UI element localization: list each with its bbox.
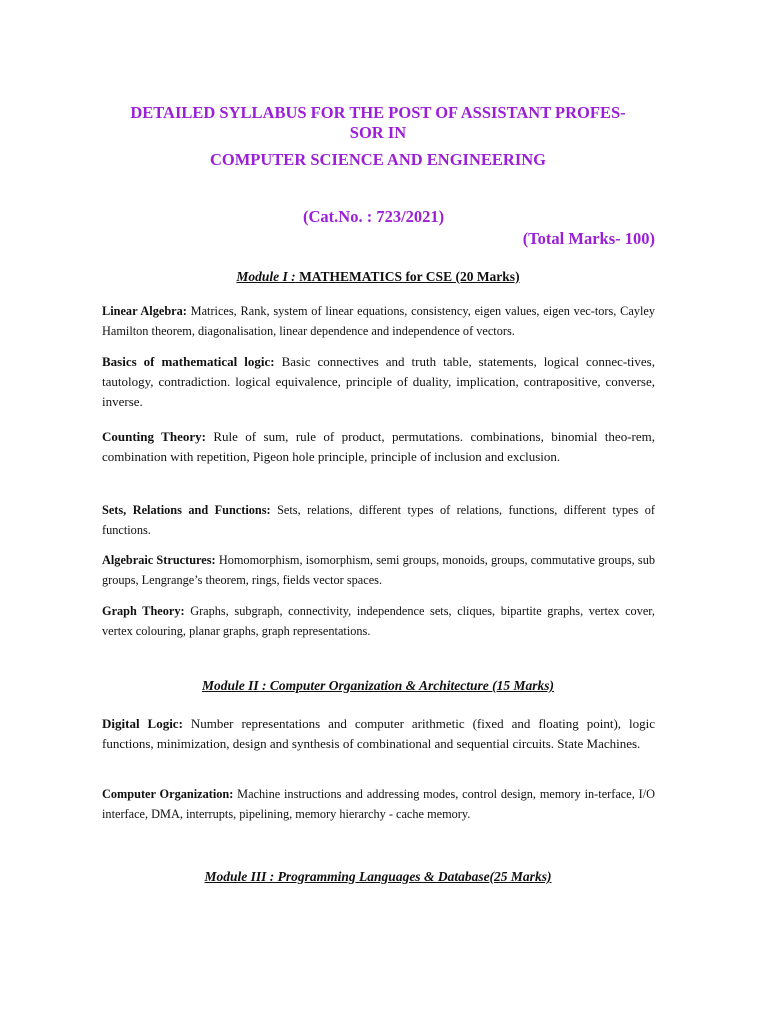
topic-name: Counting Theory:: [102, 429, 206, 444]
topic-text: Number representations and computer arithmetic (fixed and floating point), logic functions, minimization, design and synthesis of combinational and sequential circuits. State Machines.: [102, 716, 655, 751]
topic-name: Sets, Relations and Functions:: [102, 503, 271, 517]
module-1-title: MATHEMATICS for CSE (20 Marks): [295, 269, 520, 284]
topic-name: Linear Algebra:: [102, 304, 187, 318]
topic-counting-theory: [102, 427, 655, 467]
total-marks: (Total Marks- 100): [522, 229, 655, 248]
topic-text: Graphs, subgraph, connectivity, independence sets, cliques, bipartite graphs, vertex cover, vertex colouring, planar graphs, graph representations.: [102, 604, 655, 638]
topic-sets-relations-functions: [102, 500, 655, 540]
topic-algebraic-structures: [102, 550, 655, 590]
topic-name: Digital Logic:: [102, 716, 183, 731]
topic-digital-logic: [102, 714, 655, 754]
document-title-line-1: DETAILED SYLLABUS FOR THE POST OF ASSISTANT PROFES-: [130, 103, 626, 122]
topic-text: Rule of sum, rule of product, permutations. combinations, binomial theo-rem, combination with repetition, Pigeon hole principle, principle of inclusion and exclusion.: [102, 429, 655, 464]
topic-name: Algebraic Structures:: [102, 553, 216, 567]
document-title-line-3: COMPUTER SCIENCE AND ENGINEERING: [209, 150, 546, 169]
document-title-line-2: SOR IN: [349, 123, 407, 142]
module-1-heading: [100, 269, 656, 285]
module-2-heading: Module II : Computer Organization & Architecture (15 Marks): [201, 678, 555, 693]
category-number: (Cat.No. : 723/2021): [303, 207, 445, 226]
topic-text: Machine instructions and addressing modes, control design, memory in-terface, I/O interface, DMA, interrupts, pipelining, memory hierarchy - cache memory.: [102, 787, 655, 821]
topic-name: Basics of mathematical logic:: [102, 354, 275, 369]
topic-name: Computer Organization:: [102, 787, 234, 801]
topic-graph-theory: [102, 601, 655, 641]
topic-text: Matrices, Rank, system of linear equations, consistency, eigen values, eigen vec-tors, Cayley Hamilton theorem, diagonalisation, linear dependence and independence of vectors.: [102, 304, 655, 338]
topic-name: Graph Theory:: [102, 604, 185, 618]
topic-text: Basic connectives and truth table, statements, logical connec-tives, tautology, contradiction. logical equivalence, principle of duality, implication, contrapositive, converse, inverse.: [102, 354, 655, 409]
topic-text: Sets, relations, different types of relations, functions, different types of functions.: [102, 503, 655, 537]
topic-linear-algebra: [102, 301, 655, 341]
module-1-label: Module I :: [236, 269, 296, 284]
topic-text: Homomorphism, isomorphism, semi groups, monoids, groups, commutative groups, sub groups, Lengrange’s theorem, rings, fields vector spaces.: [102, 553, 655, 587]
module-3-heading: Module III : Programming Languages & Database(25 Marks): [204, 869, 552, 884]
topic-computer-organization: [102, 784, 655, 824]
topic-mathematical-logic: [102, 352, 655, 412]
